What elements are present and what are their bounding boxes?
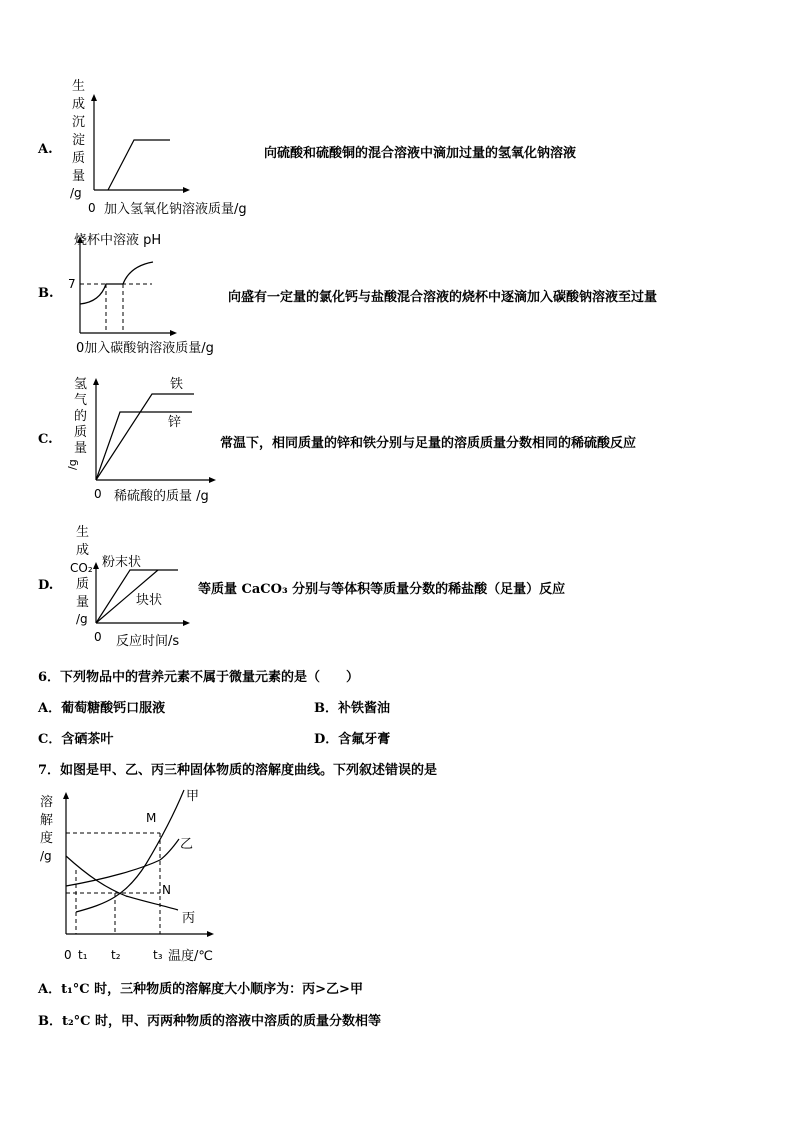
y-label-char: 质 [74, 425, 88, 440]
origin-label: 0 [88, 201, 96, 215]
y-label-char: 气 [74, 393, 88, 408]
y-label-char: 量 [74, 441, 88, 456]
curve-yi-label: 乙 [180, 837, 194, 852]
option-b-description: 向盛有一定量的氯化钙与盐酸混合溶液的烧杯中逐滴加入碳酸钠溶液至过量 [228, 290, 658, 305]
y-label-unit: /g [40, 849, 52, 863]
origin-label: 0 [64, 948, 72, 962]
x-axis-label: 加入氢氧化钠溶液质量/g [104, 202, 247, 217]
y-label-char: 成 [76, 543, 90, 558]
question-7-stem: 7．如图是甲、乙、丙三种固体物质的溶解度曲线。下列叙述错误的是 [38, 763, 438, 778]
point-m-label: M [146, 811, 157, 825]
y-label-unit: /g [66, 459, 79, 470]
y-label-char: 氢 [74, 377, 88, 392]
option-a-description: 向硫酸和硫酸铜的混合溶液中滴加过量的氢氧化钠溶液 [264, 146, 577, 161]
q6-option-b: B．补铁酱油 [314, 701, 390, 716]
x-axis-label: 温度/℃ [168, 949, 213, 964]
x-tick-t1: t₁ [78, 948, 88, 962]
y-tick-7: 7 [68, 277, 76, 291]
y-label-unit: /g [76, 612, 88, 626]
powder-label: 粉末状 [102, 555, 142, 570]
y-label-char: 量 [72, 169, 86, 184]
ph-curve [80, 262, 153, 304]
x-axis-label: 0加入碳酸钠溶液质量/g [76, 341, 214, 356]
y-label-char: 质 [72, 151, 86, 166]
curve-jia-label: 甲 [186, 789, 200, 804]
option-d-letter: D. [38, 578, 54, 593]
y-axis-label: 烧杯中溶液 pH [74, 233, 162, 248]
y-label-char: 淀 [72, 133, 86, 148]
y-label-char: 溶 [40, 795, 54, 810]
x-tick-t2: t₂ [111, 948, 121, 962]
y-label-char: 成 [72, 97, 86, 112]
option-d-description: 等质量 CaCO₃ 分别与等体积等质量分数的稀盐酸（足量）反应 [198, 582, 566, 597]
option-b-letter: B. [38, 286, 54, 301]
precipitate-curve [108, 140, 170, 190]
solubility-chart [36, 784, 236, 969]
iron-label: 铁 [170, 377, 184, 392]
chart-a [60, 70, 260, 220]
x-axis-label: 反应时间/s [116, 634, 180, 649]
curve-bing-label: 丙 [182, 911, 196, 926]
y-label-char: 度 [40, 831, 54, 846]
q7-option-b: B．t₂°C 时，甲、丙两种物质的溶液中溶质的质量分数相等 [38, 1014, 382, 1029]
origin-label: 0 [94, 487, 102, 501]
y-label-char: 质 [76, 577, 90, 592]
y-label-char: 解 [40, 813, 54, 828]
y-label-co2: CO₂ [70, 561, 93, 575]
y-label-char: 的 [74, 409, 88, 424]
zinc-label: 锌 [168, 415, 182, 430]
y-label-char: 生 [72, 79, 86, 94]
y-label-unit: /g [70, 186, 82, 200]
block-label: 块状 [136, 593, 163, 608]
x-axis-label: 稀硫酸的质量 /g [114, 489, 209, 504]
option-c-letter: C. [38, 432, 53, 447]
curve-yi [66, 839, 179, 886]
q6-option-d: D．含氟牙膏 [314, 732, 391, 747]
y-label-char: 沉 [72, 115, 86, 130]
q6-option-a: A．葡萄糖酸钙口服液 [38, 701, 166, 716]
origin-label: 0 [94, 630, 102, 644]
question-6-stem: 6．下列物品中的营养元素不属于微量元素的是（ ） [38, 670, 360, 685]
x-tick-t3: t₃ [153, 948, 163, 962]
option-a-letter: A. [38, 142, 53, 157]
y-label-char: 量 [76, 595, 90, 610]
q7-option-a: A．t₁°C 时，三种物质的溶解度大小顺序为：丙>乙>甲 [38, 982, 363, 997]
q6-option-c: C．含硒茶叶 [38, 732, 114, 747]
y-label-char: 生 [76, 525, 90, 540]
option-c-description: 常温下，相同质量的锌和铁分别与足量的溶质质量分数相同的稀硫酸反应 [220, 436, 637, 451]
point-n-label: N [162, 883, 171, 897]
